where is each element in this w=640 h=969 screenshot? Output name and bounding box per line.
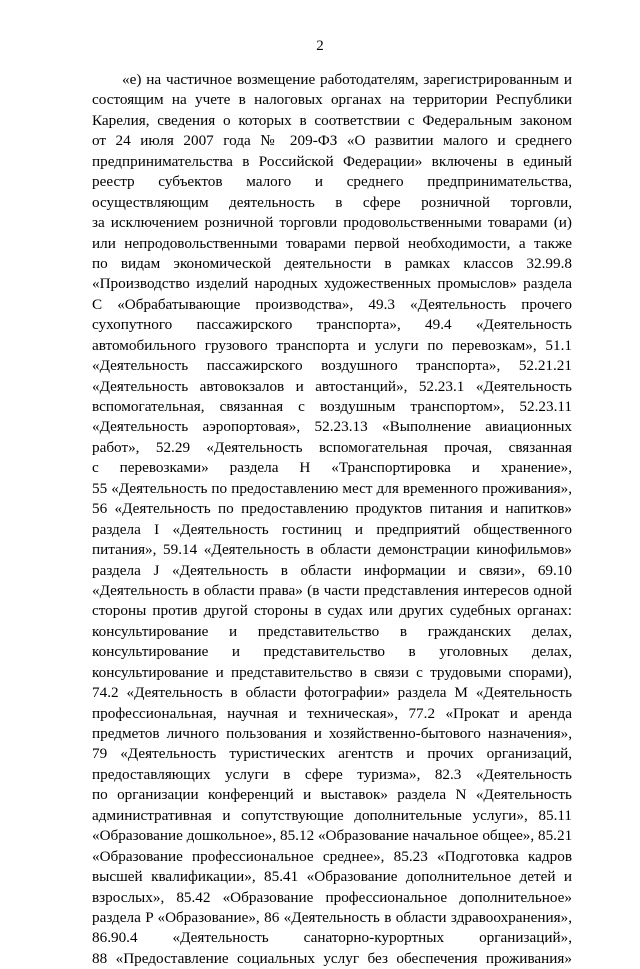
paragraph-line: 88 «Предоставление социальных услуг без обеспечения проживания»	[92, 949, 572, 967]
paragraph-line: консультирование и представительство в уголовных делах,	[92, 643, 572, 661]
paragraph-line: 74.2 «Деятельность в области фотографии» раздела M «Деятельность	[92, 684, 572, 702]
page-number: 2	[316, 38, 324, 54]
paragraph-line: «Образование профессиональное среднее», 85.23 «Подготовка кадров	[92, 847, 572, 865]
paragraph-line: консультирование и представительство в связи с трудовыми спорами),	[92, 663, 572, 681]
paragraph-line: по организации конференций и выставок» раздела N «Деятельность	[92, 786, 572, 804]
paragraph-line: С «Обрабатывающие производства», 49.3 «Деятельность прочего	[92, 295, 572, 313]
paragraph-line: автомобильного грузового транспорта и услуги по перевозкам», 51.1	[92, 336, 572, 354]
paragraph-line: 56 «Деятельность по предоставлению продуктов питания и напитков»	[92, 500, 572, 518]
paragraph-line: 79 «Деятельность туристических агентств и прочих организаций,	[92, 745, 572, 763]
paragraph-line: раздела P «Образование», 86 «Деятельность в области здравоохранения»,	[92, 908, 572, 926]
paragraph-line: профессиональная, научная и техническая», 77.2 «Прокат и аренда	[92, 704, 572, 722]
paragraph-line: от 24 июля 2007 года № 209-ФЗ «О развитии малого и среднего	[92, 132, 572, 150]
paragraph-line: «Деятельность в области права» (в части представления интересов одной	[92, 581, 572, 599]
paragraph-line: работ», 52.29 «Деятельность вспомогательная прочая, связанная	[92, 438, 572, 456]
paragraph-line: вспомогательная, связанная с воздушным транспортом», 52.23.11	[92, 398, 572, 415]
paragraph-line: питания», 59.14 «Деятельность в области демонстрации кинофильмов»	[92, 541, 572, 559]
paragraph-line: предоставляющих услуги в сфере туризма», 82.3 «Деятельность	[92, 765, 572, 783]
paragraph-line: по видам экономической деятельности в рамках классов 32.99.8	[92, 254, 572, 272]
body-paragraph	[92, 70, 572, 969]
paragraph-line: «Деятельность пассажирского воздушного транспорта», 52.21.21	[92, 357, 572, 375]
paragraph-line: реестр субъектов малого и среднего предпринимательства,	[92, 173, 572, 191]
paragraph-line: раздела J «Деятельность в области информации и связи», 69.10	[92, 561, 572, 579]
paragraph-line: административная и сопутствующие дополнительные услуги», 85.11	[92, 806, 572, 824]
paragraph-line: Карелия, сведения о которых в соответствии с Федеральным законом	[92, 111, 572, 129]
paragraph-line: стороны против другой стороны в судах или других судебных органах:	[92, 602, 572, 620]
paragraph-line: 55 «Деятельность по предоставлению мест для временного проживания»,	[92, 479, 572, 497]
paragraph-line: «Деятельность аэропортовая», 52.23.13 «Выполнение авиационных	[92, 418, 572, 436]
paragraph-line: или непродовольственными товарами первой необходимости, а также	[92, 234, 572, 252]
paragraph-line: консультирование и представительство в гражданских делах,	[92, 622, 572, 640]
paragraph-line: сухопутного пассажирского транспорта», 49.4 «Деятельность	[92, 316, 572, 334]
paragraph-line: «Производство изделий народных художественных промыслов» раздела	[92, 275, 572, 293]
paragraph-line: «Деятельность автовокзалов и автостанций», 52.23.1 «Деятельность	[92, 377, 572, 395]
paragraph-line: «е) на частичное возмещение работодателям, зарегистрированным и	[122, 71, 572, 88]
paragraph-line: с перевозками» раздела H «Транспортировка и хранение»,	[92, 459, 572, 477]
paragraph-line: осуществляющим деятельность в сфере розничной торговли,	[92, 193, 572, 211]
paragraph-line: за исключением розничной торговли продовольственными товарами (и)	[92, 214, 572, 232]
paragraph-line: высшей квалификации», 85.41 «Образование дополнительное детей и	[92, 868, 572, 886]
paragraph-line: 86.90.4 «Деятельность санаторно-курортных организаций»,	[92, 929, 572, 947]
paragraph-line: «Образование дошкольное», 85.12 «Образование начальное общее», 85.21	[92, 827, 573, 845]
paragraph-line: предметов личного пользования и хозяйственно-бытового назначения»,	[92, 725, 572, 742]
paragraph-line: предпринимательства в Российской Федерации» включены в единый	[92, 152, 572, 170]
paragraph-line: раздела I «Деятельность гостиниц и предприятий общественного	[92, 520, 572, 538]
paragraph-line: состоящим на учете в налоговых органах на территории Республики	[92, 91, 572, 109]
paragraph-line: взрослых», 85.42 «Образование профессиональное дополнительное»	[92, 888, 572, 906]
